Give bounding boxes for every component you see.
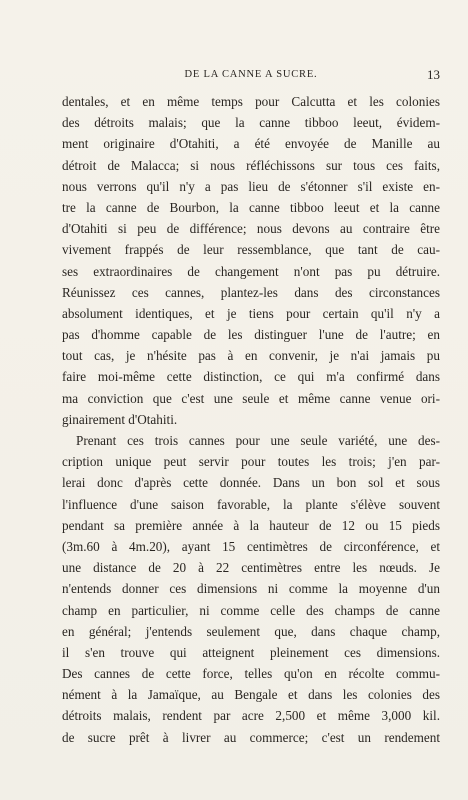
text-line: ses extraordinaires de changement n'ont pas pu détruire. [62, 263, 440, 279]
text-line: (3m.60 à 4m.20), ayant 15 centimètres de circonférence, et [62, 538, 440, 554]
running-head [62, 69, 440, 85]
text-line: cription unique peut servir pour toutes les trois; j'en par- [62, 454, 440, 470]
text-line: il s'en trouve qui atteignent pleinement ces dimensions. [62, 644, 440, 660]
text-line: d'Otahiti si peu de différence; nous devons au contraire être [62, 221, 440, 237]
running-title: DE LA CANNE A SUCRE. [184, 69, 318, 80]
text-line: de sucre prêt à livrer au commerce; c'est un rendement [62, 729, 440, 745]
text-line: pas d'homme capable de les distinguer l'une de l'autre; en [62, 327, 440, 343]
text-line: vivement frappés de leur ressemblance, que tant de cau- [62, 242, 440, 258]
text-line: champ en particulier, ni comme celle des champs de canne [62, 602, 440, 618]
text-line: ment originaire d'Otahiti, a été envoyée de Manille au [62, 136, 440, 152]
text-line: Des cannes de cette force, telles qu'on en récolte commu- [62, 666, 440, 682]
text-line: ma conviction que c'est une seule et même canne venue ori- [62, 390, 440, 406]
text-line: des détroits malais; que la canne tibboo leeut, évidem- [62, 115, 440, 131]
page-number: 13 [427, 67, 440, 82]
body-text [62, 91, 440, 748]
text-line: faire moi-même cette distinction, ce qui m'a confirmé dans [62, 369, 440, 385]
text-line: une distance de 20 à 22 centimètres entre les nœuds. Je [62, 560, 440, 576]
text-line: Réunissez ces cannes, plantez-les dans des circonstances [62, 284, 440, 300]
text-line: détroits malais, rendent par acre 2,500 et même 3,000 kil. [62, 708, 440, 724]
text-line: Prenant ces trois cannes pour une seule variété, une des- [76, 433, 440, 448]
text-line: nément à la Jamaïque, au Bengale et dans les colonies des [62, 687, 440, 703]
text-line: n'entends donner ces dimensions ni comme la moyenne d'un [62, 581, 440, 597]
text-line: tout cas, je n'hésite pas à en convenir, je n'ai jamais pu [62, 348, 440, 364]
text-line: en général; j'entends seulement que, dans chaque champ, [62, 623, 440, 639]
text-line: pendant sa première année à la hauteur de 12 ou 15 pieds [62, 517, 440, 533]
text-line: dentales, et en même temps pour Calcutta et les colonies [62, 94, 440, 109]
text-line: ginairement d'Otahiti. [62, 411, 178, 427]
text-line: absolument identiques, et je tiens pour certain qu'il n'y a [62, 305, 440, 321]
text-line: détroit de Malacca; si nous réfléchissons sur tous ces faits, [62, 157, 440, 173]
text-line: l'influence d'une saison favorable, la plante s'élève souvent [62, 496, 440, 512]
text-line: nous verrons qu'il n'y a pas lieu de s'étonner s'il existe en- [62, 178, 440, 194]
text-line: tre la canne de Bourbon, la canne tibboo leeut et la canne [62, 199, 440, 215]
text-line: lerai donc d'après cette donnée. Dans un bon sol et sous [62, 475, 440, 491]
